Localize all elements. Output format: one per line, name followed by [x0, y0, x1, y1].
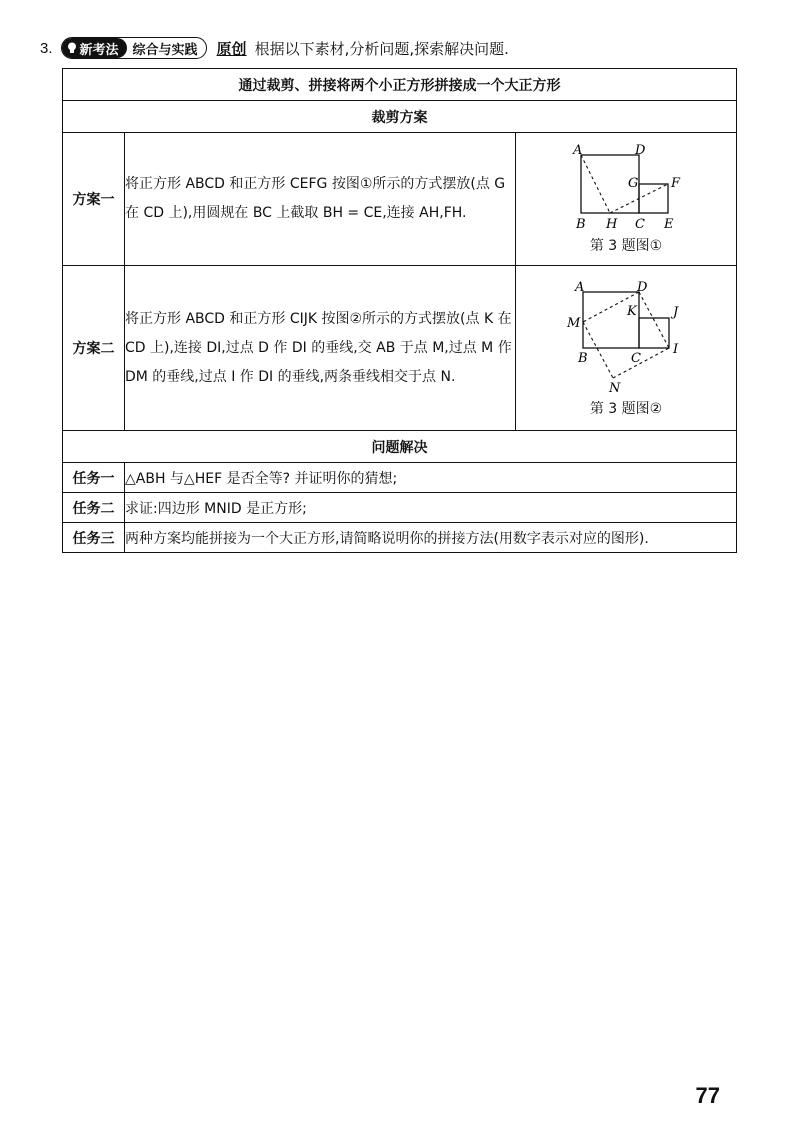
point-a2-label: A — [575, 280, 585, 295]
plan1-text: 将正方形 ABCD 和正方形 CEFG 按图①所示的方式摆放(点 G 在 CD 上),用圆规在 BC 上截取 BH = CE,连接 AH,FH. — [125, 133, 516, 266]
page-number: 77 — [695, 1083, 720, 1108]
segment-di — [639, 292, 669, 348]
task2-label: 任务二 — [63, 493, 125, 523]
figure-2 — [561, 278, 691, 396]
point-h-label: H — [606, 217, 618, 232]
figure-1-caption: 第 3 题图① — [589, 238, 663, 254]
segment-mn — [583, 322, 613, 378]
segment-ah — [581, 155, 610, 213]
task3-label: 任务三 — [63, 523, 125, 553]
section-solve: 问题解决 — [63, 431, 737, 463]
point-f-label: F — [671, 176, 681, 191]
square-cefg — [639, 184, 668, 213]
task3-text: 两种方案均能拼接为一个大正方形,请简略说明你的拼接方法(用数字表示对应的图形). — [125, 523, 737, 553]
plan2-figure-cell — [516, 266, 737, 431]
original-label: 原创 — [216, 39, 247, 58]
question-intro: 根据以下素材,分析问题,探索解决问题. — [254, 39, 509, 58]
point-d2-label: D — [637, 280, 648, 295]
point-b2-label: B — [578, 351, 588, 366]
point-e-label: E — [664, 217, 674, 232]
point-k-label: K — [627, 304, 637, 319]
section-cut-plans: 裁剪方案 — [63, 101, 737, 133]
task1-label: 任务一 — [63, 463, 125, 493]
topic-badge: 综合与实践 — [132, 42, 198, 58]
lightbulb-icon — [67, 42, 77, 54]
new-method-badge: 新考法 — [62, 38, 127, 58]
square-abcd-2 — [583, 292, 639, 348]
question-header — [40, 36, 760, 60]
plan1-label: 方案一 — [63, 133, 125, 266]
method-tag — [61, 37, 207, 59]
segment-ni — [613, 348, 669, 378]
point-c-label: C — [635, 217, 645, 232]
question-number: 3. — [40, 39, 53, 57]
point-m-label: M — [567, 316, 581, 331]
figure-2-caption: 第 3 题图② — [589, 401, 663, 417]
point-c2-label: C — [631, 351, 641, 366]
task1-text: △ABH 与△HEF 是否全等? 并证明你的猜想; — [125, 463, 737, 493]
square-cijk — [639, 318, 669, 348]
plan2-text: 将正方形 ABCD 和正方形 CIJK 按图②所示的方式摆放(点 K 在 CD 上),连接 DI,过点 D 作 DI 的垂线,交 AB 于点 M,过点 M 作 DM 的垂线,过点 I 作 DI 的垂线,两条垂线相交于点 N. — [125, 266, 516, 431]
point-d-label: D — [635, 143, 646, 158]
point-j-label: J — [673, 305, 679, 320]
table-title: 通过裁剪、拼接将两个小正方形拼接成一个大正方形 — [63, 69, 737, 101]
point-b-label: B — [576, 217, 586, 232]
point-i-label: I — [673, 342, 679, 357]
point-g-label: G — [628, 176, 639, 191]
figure-1 — [561, 143, 691, 233]
problem-table — [62, 68, 737, 553]
plan2-label: 方案二 — [63, 266, 125, 431]
plan1-figure-cell — [516, 133, 737, 266]
task2-text: 求证:四边形 MNID 是正方形; — [125, 493, 737, 523]
point-a-label: A — [573, 143, 583, 158]
point-n-label: N — [609, 381, 621, 396]
